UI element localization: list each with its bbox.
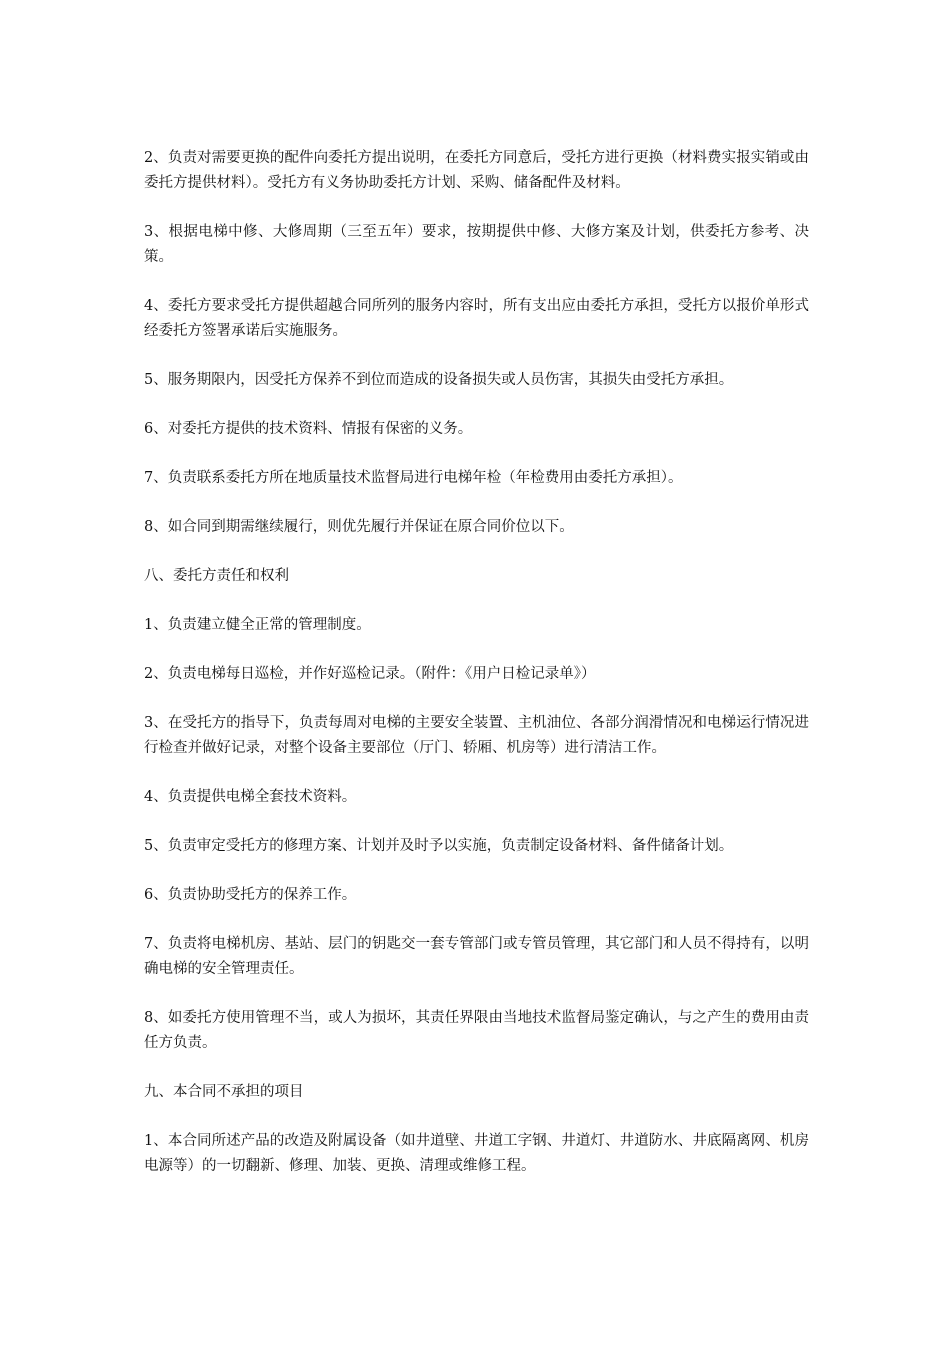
clause-7-3: 3、根据电梯中修、大修周期（三至五年）要求，按期提供中修、大修方案及计划，供委托方参考、决策。	[144, 224, 809, 265]
clause-8-8: 8、如委托方使用管理不当，或人为损坏，其责任界限由当地技术监督局鉴定确认，与之产生的费用由责任方负责。	[144, 1010, 809, 1051]
clause-8-4: 4、负责提供电梯全套技术资料。	[144, 789, 357, 805]
clause-7-4: 4、委托方要求受托方提供超越合同所列的服务内容时，所有支出应由委托方承担，受托方以报价单形式经委托方签署承诺后实施服务。	[144, 298, 809, 339]
clause-7-6: 6、对委托方提供的技术资料、情报有保密的义务。	[144, 421, 473, 437]
clause-8-2: 2、负责电梯每日巡检，并作好巡检记录。（附件：《用户日检记录单》）	[144, 666, 596, 682]
document-body	[144, 146, 809, 1203]
clause-8-1: 1、负责建立健全正常的管理制度。	[144, 617, 371, 633]
section-heading-8: 八、委托方责任和权利	[144, 568, 289, 584]
section-heading-9: 九、本合同不承担的项目	[144, 1084, 304, 1100]
clause-8-6: 6、负责协助受托方的保养工作。	[144, 887, 357, 903]
clause-8-7: 7、负责将电梯机房、基站、层门的钥匙交一套专管部门或专管员管理，其它部门和人员不得持有，以明确电梯的安全管理责任。	[144, 936, 809, 977]
clause-7-5: 5、服务期限内，因受托方保养不到位而造成的设备损失或人员伤害，其损失由受托方承担。	[144, 372, 734, 388]
clause-8-3: 3、在受托方的指导下，负责每周对电梯的主要安全装置、主机油位、各部分润滑情况和电梯运行情况进行检查并做好记录，对整个设备主要部位（厅门、轿厢、机房等）进行清洁工作。	[144, 715, 809, 756]
clause-7-8: 8、如合同到期需继续履行，则优先履行并保证在原合同价位以下。	[144, 519, 574, 535]
clause-8-5: 5、负责审定受托方的修理方案、计划并及时予以实施，负责制定设备材料、备件储备计划。	[144, 838, 734, 854]
clause-7-2: 2、负责对需要更换的配件向委托方提出说明，在委托方同意后，受托方进行更换（材料费实报实销或由委托方提供材料）。受托方有义务协助委托方计划、采购、储备配件及材料。	[144, 150, 809, 191]
clause-7-7: 7、负责联系委托方所在地质量技术监督局进行电梯年检（年检费用由委托方承担）。	[144, 470, 683, 486]
clause-9-1: 1、本合同所述产品的改造及附属设备（如井道壁、井道工字钢、井道灯、井道防水、井底隔离网、机房电源等）的一切翻新、修理、加装、更换、清理或维修工程。	[144, 1133, 809, 1174]
